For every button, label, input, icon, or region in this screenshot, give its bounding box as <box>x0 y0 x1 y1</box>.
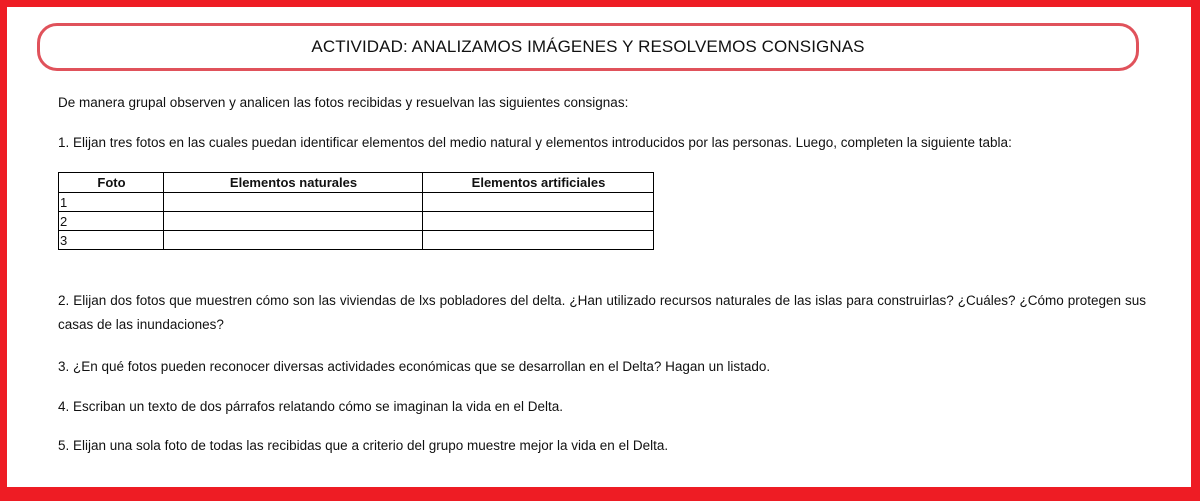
table-header-artificiales: Elementos artificiales <box>423 173 654 193</box>
table-cell-artificiales <box>423 231 654 250</box>
instruction-3: 3. ¿En qué fotos pueden reconocer diversas actividades económicas que se desarrollan en el Delta? Hagan un listado. <box>58 359 771 374</box>
table-cell-foto: 3 <box>59 231 164 250</box>
table-cell-naturales <box>164 231 423 250</box>
activity-title-text: ACTIVIDAD: ANALIZAMOS IMÁGENES Y RESOLVEMOS CONSIGNAS <box>311 37 865 56</box>
table-cell-naturales <box>164 212 423 231</box>
table-cell-naturales <box>164 193 423 212</box>
table-row <box>59 193 654 212</box>
table-cell-artificiales <box>423 212 654 231</box>
elements-table <box>58 172 654 250</box>
table-cell-artificiales <box>423 193 654 212</box>
table-cell-foto: 2 <box>59 212 164 231</box>
table-row <box>59 212 654 231</box>
table-cell-foto: 1 <box>59 193 164 212</box>
intro-text: De manera grupal observen y analicen las fotos recibidas y resuelvan las siguientes consignas: <box>58 95 629 110</box>
table-header-foto: Foto <box>59 173 164 193</box>
activity-title <box>37 23 1139 71</box>
instruction-5: 5. Elijan una sola foto de todas las recibidas que a criterio del grupo muestre mejor la vida en el Delta. <box>58 438 669 453</box>
instruction-2: 2. Elijan dos fotos que muestren cómo son las viviendas de lxs pobladores del delta. ¿Han utilizado recursos naturales de las islas para construirlas? ¿Cuáles? ¿Cómo protegen sus casas de las inundaciones? <box>58 293 1146 332</box>
instruction-4: 4. Escriban un texto de dos párrafos relatando cómo se imaginan la vida en el Delta. <box>58 399 564 414</box>
table-row <box>59 231 654 250</box>
table-header-row <box>59 173 654 193</box>
instruction-1: 1. Elijan tres fotos en las cuales puedan identificar elementos del medio natural y elementos introducidos por las personas. Luego, completen la siguiente tabla: <box>58 135 1012 150</box>
table-header-naturales: Elementos naturales <box>164 173 423 193</box>
